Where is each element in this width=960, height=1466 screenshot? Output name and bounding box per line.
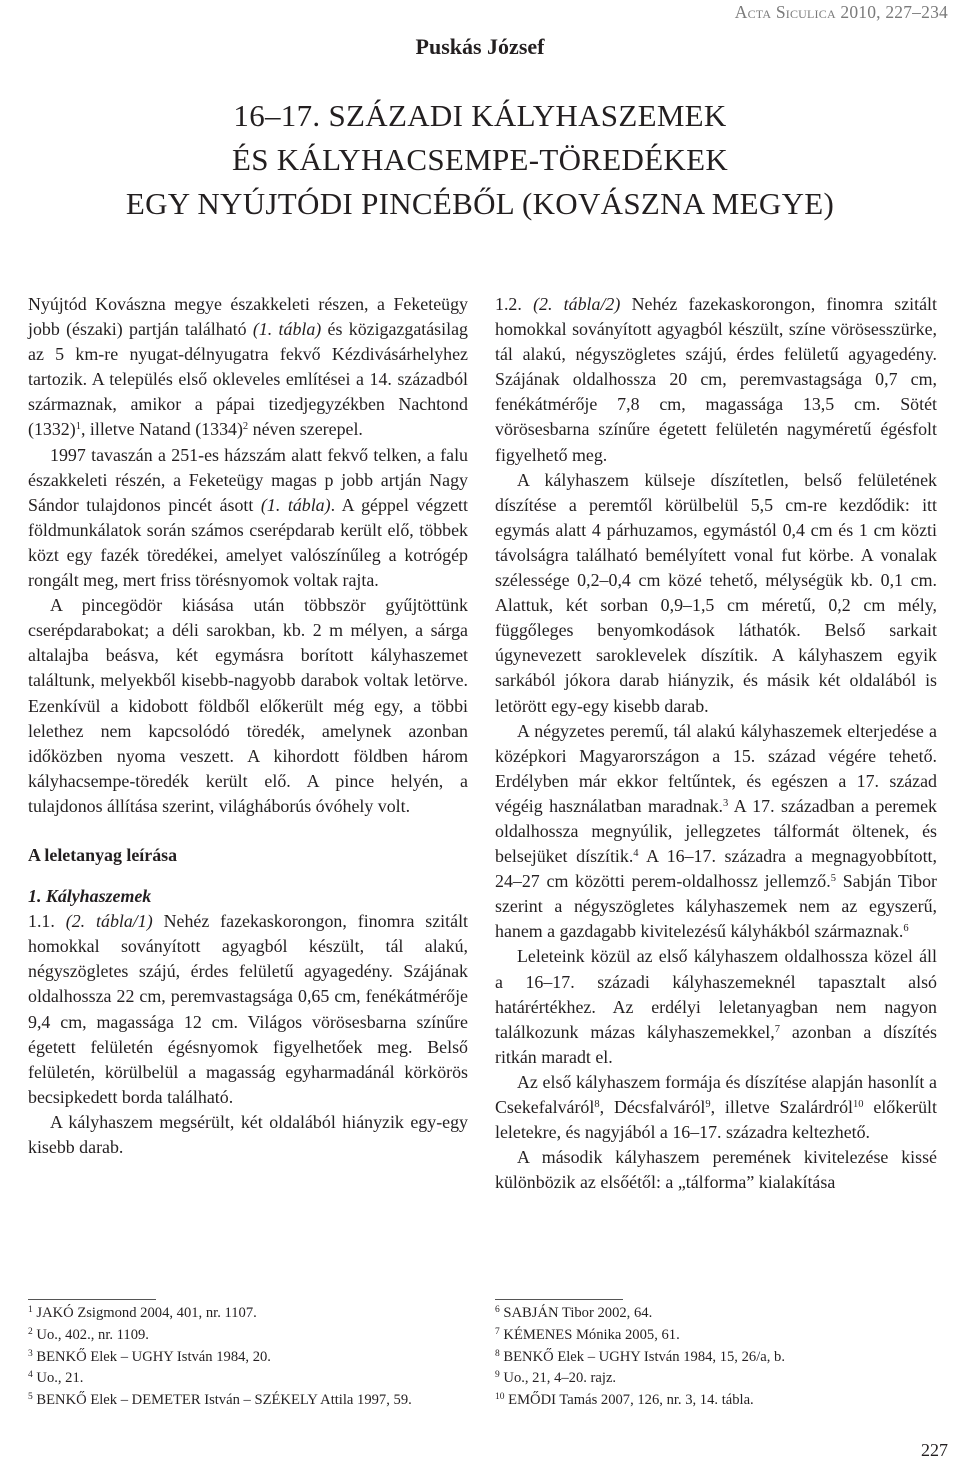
footnote-6 (495, 1303, 935, 1325)
footnote-separator (28, 1299, 156, 1300)
paragraph-item-1-2 (495, 292, 937, 468)
footnote-number: 6 (495, 1305, 500, 1315)
right-column (495, 292, 937, 1195)
left-column (28, 292, 468, 1160)
item-number: 1.2. (495, 294, 534, 314)
text-span: A 16–17. századra a megnagyobbított, 24–27 cm közötti perem-oldalhossz jellemző. (495, 846, 937, 892)
text-span: Sabján Tibor szerint a négyszögletes kályhaszemek nem az egyszerű, hanem a gazdagabb kivitelezésű kályhákból származnak. (495, 871, 938, 942)
title-line-2: ÉS KÁLYHACSEMPE-TÖREDÉKEK (231, 142, 729, 177)
figure-reference: (1. tábla) (252, 319, 322, 340)
footnotes-right (495, 1303, 935, 1412)
paragraph-comparison (495, 944, 937, 1069)
footnote-4 (28, 1368, 468, 1390)
footnote-text: Uo., 21, 4–20. rajz. (499, 1370, 617, 1387)
footnote-number: 8 (495, 1348, 500, 1359)
footnote-text: SABJÁN Tibor 2002, 64. (499, 1305, 653, 1321)
text-span: , illetve Szalárdról (710, 1097, 854, 1117)
journal-issue-pages: 2010, 227–234 (835, 2, 948, 22)
text-span: Az első kályhaszem formája és díszítése alapján hasonlít a Csekefalváról (495, 1071, 937, 1117)
text-span: Nehéz fazekaskorongon, finomra szitált homokkal soványított agyagból készült, tál alakú, négyszögletes szájú, érdes felületű agyagedény. Szájának oldalhossza 22 cm, peremvastagsága 0,65 cm, fenékátmérője 9,4 cm, magassága 12 cm. Világos vörösesbarna színűre égetett felületén égésnyomok figyelhetőek meg. Belső felületén, körülbelül a magasság egyharmadánál körkörös becsipkedett borda található. (28, 911, 469, 1107)
text-span: néven szerepel. (248, 419, 363, 440)
footnote-text: BENKŐ Elek – UGHY István 1984, 15, 26/a, b. (499, 1348, 785, 1365)
footnote-text: BENKŐ Elek – DEMETER István – SZÉKELY Attila 1997, 59. (32, 1392, 412, 1409)
footnote-ref[interactable]: 5 (830, 873, 836, 885)
footnote-number: 7 (495, 1326, 500, 1337)
footnote-5 (28, 1390, 468, 1412)
article-title (0, 94, 960, 226)
text-span: 1997 tavaszán a 251-es házszám alatt fekvő telken, a falu északkeleti részén, a Feketeügy magas p jobb artján Nagy Sándor tulajdonos pincét ásott (28, 444, 468, 515)
paragraph-damage: A kályhaszem megsérült, két oldalából hiányzik egy-egy kisebb darab. (28, 1111, 468, 1157)
footnote-text: JAKÓ Zsigmond 2004, 401, nr. 1107. (32, 1305, 257, 1321)
paragraph-decoration: A kályhaszem külseje díszítetlen, belső felületének díszítése a peremtől körülbelül 5,5 cm-re kezdődik: itt egymás alatt 4 párhuzamos, egymástól 0,4 cm és 1 cm közti távolságra található bemélyített vonal fut körbe. A vonalak szélessége 0,2–0,4 cm közé tehető, mélységük kb. 0,1 cm. Alattuk, két sorban 0,9–1,5 cm méretű, 0,2 cm mély, függőleges benyomkodások láthatók. Belső sarkait úgynevezett saroklevelek díszítik. A kályhaszem egyik sarkából jókora darab hiányzik, és másik két oldalából is letörött egy-egy kisebb darab. (495, 469, 937, 716)
footnote-ref[interactable]: 10 (853, 1099, 864, 1110)
footnote-7 (495, 1325, 935, 1347)
figure-reference: (2. tábla/1) (65, 911, 153, 932)
paragraph-second-item: A második kályhaszem peremének kivitelezése kissé különbözik az elsőétől: a „tálforma” kialakítása (495, 1147, 937, 1193)
journal-name: Acta Siculica (734, 2, 836, 22)
footnote-text: KÉMENES Mónika 2005, 61. (499, 1326, 680, 1343)
text-span: Nehéz fazekaskorongon, finomra szitált homokkal soványított agyagból készült, színe vörösesszürke, tál alakú, négyszögletes szájú, érdes felületű agyagedény. Szájának oldalhossza 20 cm, peremvastagsága 0,7 cm, fenékátmérője 7,8 cm, magassága 13,5 cm. Sötét vörösesbarna színűre égetett felületén nagyméretű égésfolt figyelhető meg. (495, 294, 937, 465)
footnote-ref[interactable]: 9 (705, 1099, 711, 1110)
footnote-10 (495, 1390, 935, 1412)
text-span: Nyújtód Kovászna megye északkeleti részen, a Feketeügy jobb (északi) partján található (28, 294, 468, 340)
footnote-ref[interactable]: 7 (774, 1023, 780, 1035)
text-span: előkerült leletekre, és nagyjából a 16–17. századra keltezhető. (495, 1097, 937, 1143)
footnote-ref[interactable]: 2 (242, 421, 249, 433)
paragraph-dating (495, 1070, 937, 1145)
paragraph-history (495, 719, 937, 945)
footnote-ref[interactable]: 3 (723, 797, 729, 809)
footnote-number: 9 (495, 1370, 500, 1381)
footnote-ref[interactable]: 8 (594, 1099, 600, 1110)
title-line-1: 16–17. SZÁZADI KÁLYHASZEMEK (233, 98, 727, 133)
footnote-number: 5 (28, 1392, 33, 1403)
footnote-number: 1 (28, 1305, 33, 1315)
subsection-heading: 1. Kályhaszemek (28, 886, 152, 907)
text-span: , Décsfalváról (599, 1097, 706, 1117)
footnote-text: BENKŐ Elek – UGHY István 1984, 20. (32, 1348, 271, 1365)
paragraph-collection: A pincegödör kiásása után többször gyűjtöttünk cserépdarabokat; a déli sarokban, kb. 2 m mélyen, a sárga altalajba beásva, két egymásra borított kályhaszemet találtunk, melyekből kisebb-nagyobb darabok voltak letörve. Ezenkívül a kidobott földből előkerült még egy, a többi lelethez nem kapcsolódó töredék, amelynek azonban időközben nyoma veszett. A kihordott földben három kályhacsempe-töredék került elő. A pince helyén, a tulajdonos állítása szerint, világháborús óvóhely volt. (28, 595, 468, 816)
footnote-2 (28, 1325, 468, 1347)
section-heading: A leletanyag leírása (28, 844, 178, 865)
footnote-ref[interactable]: 1 (75, 421, 81, 433)
page-number: 227 (921, 1440, 948, 1460)
footnote-text: EMŐDI Tamás 2007, 126, nr. 3, 14. tábla. (504, 1392, 754, 1409)
text-span: A négyzetes peremű, tál alakú kályhaszemek elterjedése a középkori Magyarországon a 15. század végére tehető. Erdélyben már ekkor feltűntek, és egészen a 17. század végéig használatban maradnak. (495, 720, 937, 816)
footnote-ref[interactable]: 6 (903, 923, 909, 935)
footnote-9 (495, 1368, 935, 1390)
text-span: , illetve Natand (1334) (80, 419, 243, 440)
footnote-separator (495, 1299, 623, 1300)
footnote-1 (28, 1303, 468, 1325)
figure-reference: (2. tábla/2) (533, 294, 621, 314)
footnote-number: 4 (28, 1370, 33, 1381)
paragraph-item-1-1 (28, 909, 468, 1110)
footnote-number: 3 (28, 1348, 33, 1359)
footnote-8 (495, 1347, 935, 1369)
author-name: Puskás József (415, 34, 545, 59)
paragraph-excavation (28, 443, 468, 594)
item-number: 1.1. (28, 911, 66, 932)
footnote-number: 2 (28, 1326, 33, 1337)
footnote-text: Uo., 21. (32, 1370, 84, 1387)
title-line-3: EGY NYÚJTÓDI PINCÉBŐL (KOVÁSZNA MEGYE) (125, 186, 835, 221)
footnote-3 (28, 1347, 468, 1369)
journal-running-head (735, 2, 948, 23)
footnote-text: Uo., 402., nr. 1109. (32, 1326, 149, 1343)
text-span: és közigazgatásilag az 5 km-re nyugat-délnyugatra fekvő Kézdivásárhelyhez tartozik. A település első okleveles említései a 14. századból származnak, amikor a pápai tizedjegyzékben Nachtond (1332) (28, 319, 468, 440)
text-span: Leleteink közül az első kályhaszem oldalhossza közel áll a 16–17. századi kályhaszemeknél tapasztalt alsó határértékhez. Az erdélyi leletanyagban nem nagyon találkozunk mázas kályhaszemekkel, (495, 946, 937, 1042)
text-span: azonban a díszítés ritkán maradt el. (495, 1021, 937, 1067)
text-span: A 17. században a peremek oldalhossza megnyúlik, jellegzetes tálformát öltenek, és belsejüket díszítik. (495, 795, 937, 867)
paragraph-intro (28, 292, 468, 443)
footnote-number: 10 (495, 1392, 505, 1403)
figure-reference: (1. tábla) (260, 494, 331, 515)
footnote-ref[interactable]: 4 (633, 848, 639, 860)
text-span: . A géppel végzett földmunkálatok során számos cserépdarab került elő, többek közt egy fazék töredékei, amelyet valószínűleg a kotrógép rongált meg, mert friss törésnyomok voltak rajta. (28, 494, 468, 591)
footnotes-left (28, 1303, 468, 1412)
